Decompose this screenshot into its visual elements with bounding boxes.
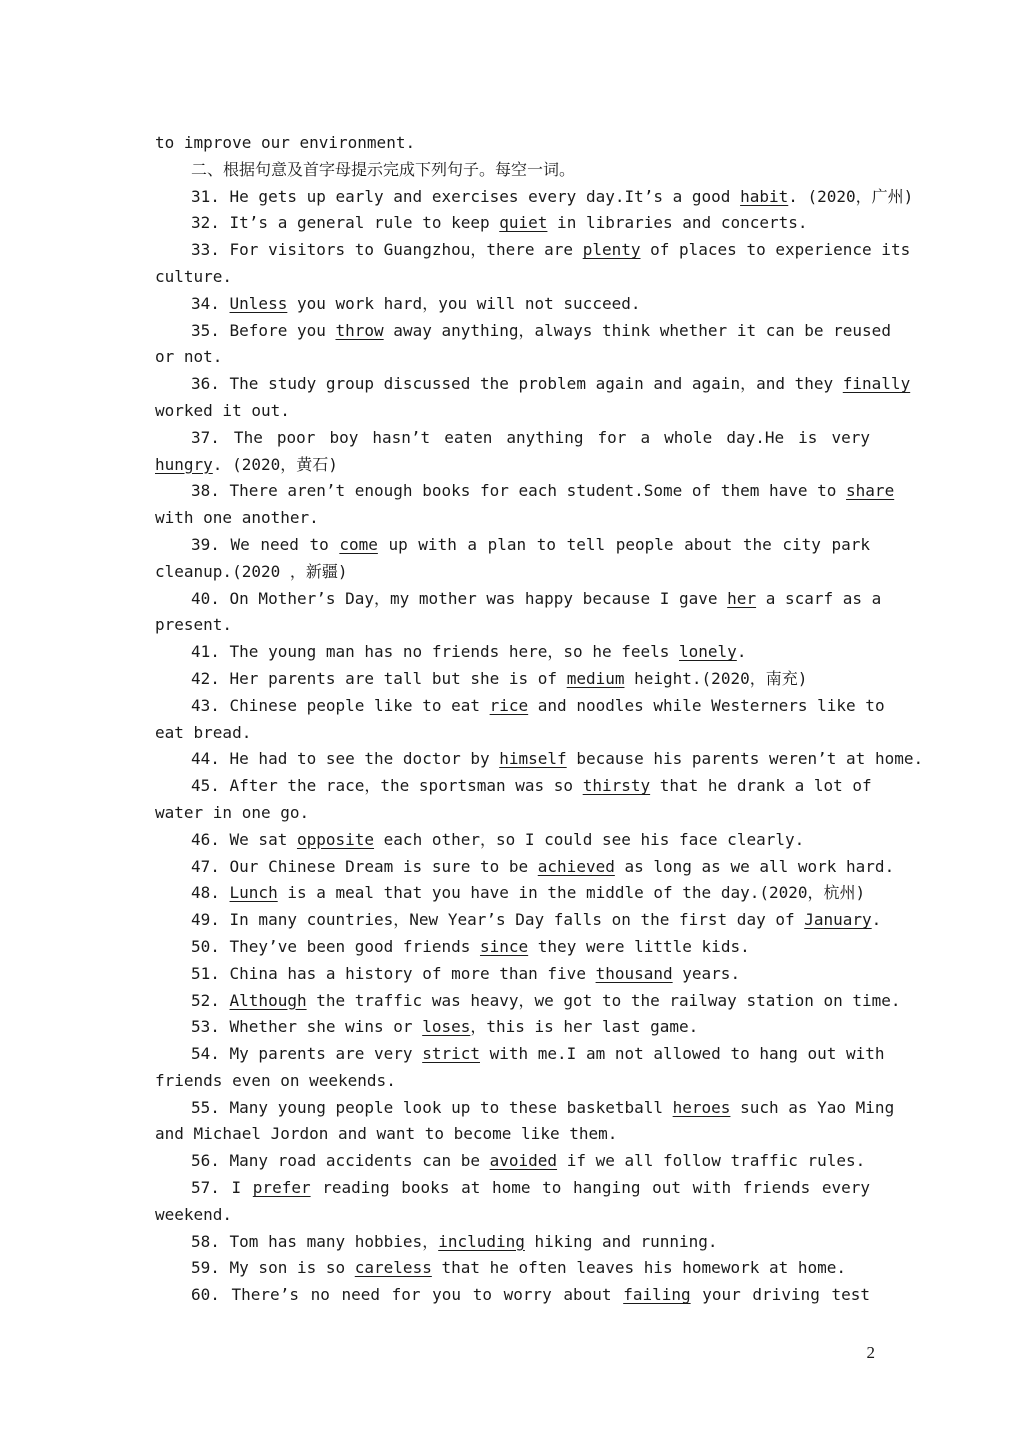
text-line bbox=[155, 291, 870, 318]
answer-word: since bbox=[479, 936, 529, 956]
line-text: 56. Many road accidents can be bbox=[191, 1151, 490, 1171]
line-text: 36. The study group discussed the problem again and again，and they bbox=[191, 374, 843, 394]
text-line bbox=[155, 1068, 870, 1095]
line-text: hiking and running. bbox=[524, 1231, 718, 1251]
line-text: 33. For visitors to Guangzhou，there are bbox=[191, 240, 583, 260]
text-line bbox=[155, 586, 882, 613]
answer-word: prefer bbox=[252, 1178, 311, 1198]
answer-word: failing bbox=[623, 1285, 691, 1305]
line-text: the traffic was heavy，we got to the railway station on time. bbox=[306, 990, 901, 1010]
line-text: . bbox=[871, 910, 882, 930]
text-line bbox=[155, 478, 895, 505]
line-text: with me.I am not allowed to hang out with bbox=[479, 1044, 885, 1064]
line-text: because his parents weren’t at home. bbox=[566, 749, 924, 769]
text-line bbox=[155, 344, 870, 371]
line-text: they were little kids. bbox=[528, 936, 750, 956]
text-line bbox=[155, 961, 870, 988]
line-text: 43. Chinese people like to eat bbox=[191, 695, 490, 715]
line-text: 35. Before you bbox=[191, 320, 336, 340]
answer-word: including bbox=[438, 1231, 525, 1251]
text-line bbox=[155, 773, 870, 800]
line-text: height.(2020，南充) bbox=[624, 668, 808, 688]
line-text: . bbox=[736, 642, 747, 662]
text-line bbox=[155, 800, 870, 827]
line-text: 46. We sat bbox=[191, 829, 297, 849]
line-text: years. bbox=[672, 963, 741, 983]
line-text: you work hard，you will not succeed. bbox=[287, 293, 641, 313]
line-text: . (2020，广州) bbox=[788, 186, 914, 206]
text-line bbox=[155, 934, 870, 961]
line-text: . (2020，黄石) bbox=[212, 454, 338, 474]
answer-word: finally bbox=[842, 374, 911, 394]
line-text: 49. In many countries，New Year’s Day falls on the first day of bbox=[191, 910, 805, 930]
text-line bbox=[155, 666, 870, 693]
answer-word: achieved bbox=[537, 856, 615, 876]
text-line bbox=[155, 612, 870, 639]
line-text: 53. Whether she wins or bbox=[191, 1017, 423, 1037]
answer-word: medium bbox=[566, 668, 625, 688]
line-text: 55. Many young people look up to these basketball bbox=[191, 1097, 673, 1117]
answer-word: Unless bbox=[229, 293, 288, 313]
answer-word: January bbox=[804, 910, 872, 930]
line-text: ，this is her last game. bbox=[470, 1017, 699, 1037]
line-text: each other，so I could see his face clearly. bbox=[374, 829, 805, 849]
line-text: water in one go. bbox=[155, 802, 310, 822]
line-text: 37. The poor boy hasn’t eaten anything for a whole day.He is very bbox=[191, 427, 870, 447]
text-line bbox=[155, 532, 870, 559]
line-text: 41. The young man has no friends here，so he feels bbox=[191, 642, 680, 662]
line-text: worked it out. bbox=[155, 400, 290, 420]
line-text: reading books at home to hanging out with friends every bbox=[310, 1178, 871, 1198]
answer-word: opposite bbox=[296, 829, 375, 849]
answer-word: himself bbox=[499, 749, 567, 769]
text-line bbox=[155, 184, 914, 211]
answer-word: thousand bbox=[595, 963, 673, 983]
line-text: a scarf as a bbox=[756, 588, 882, 608]
text-line bbox=[155, 1282, 870, 1309]
text-line bbox=[155, 237, 911, 264]
line-text: 59. My son is so bbox=[191, 1258, 355, 1278]
text-line bbox=[155, 157, 870, 184]
answer-word: avoided bbox=[489, 1151, 558, 1171]
line-text: is a meal that you have in the middle of the day.(2020，杭州) bbox=[277, 883, 866, 903]
answer-word: careless bbox=[354, 1258, 432, 1278]
line-text: 40. On Mother’s Day，my mother was happy because I gave bbox=[191, 588, 728, 608]
text-line bbox=[155, 371, 911, 398]
answer-word: Lunch bbox=[229, 883, 278, 903]
text-line bbox=[155, 130, 870, 157]
line-text: that he often leaves his homework at home. bbox=[431, 1258, 847, 1278]
text-line bbox=[155, 1014, 870, 1041]
text-line bbox=[155, 880, 870, 907]
text-line bbox=[155, 1202, 870, 1229]
answer-word: rice bbox=[489, 695, 529, 715]
line-text: 58. Tom has many hobbies， bbox=[191, 1231, 439, 1251]
line-text: 38. There aren’t enough books for each student.Some of them have to bbox=[191, 481, 847, 501]
answer-word: plenty bbox=[582, 240, 641, 260]
line-text: 54. My parents are very bbox=[191, 1044, 423, 1064]
line-text: 47. Our Chinese Dream is sure to be bbox=[191, 856, 538, 876]
text-line bbox=[155, 639, 870, 666]
line-text: 50. They’ve been good friends bbox=[191, 936, 480, 956]
answer-word: Although bbox=[229, 990, 307, 1010]
text-line bbox=[155, 1121, 870, 1148]
text-line bbox=[155, 398, 870, 425]
text-line bbox=[155, 1229, 870, 1256]
line-text: friends even on weekends. bbox=[155, 1070, 396, 1090]
text-line bbox=[155, 827, 870, 854]
text-line bbox=[155, 1095, 895, 1122]
text-line bbox=[155, 264, 870, 291]
text-line bbox=[155, 1148, 870, 1175]
line-text: 52. bbox=[191, 990, 230, 1010]
answer-word: come bbox=[339, 534, 378, 554]
line-text: if we all follow traffic rules. bbox=[557, 1151, 866, 1171]
line-text: your driving test bbox=[690, 1285, 871, 1305]
answer-word: lonely bbox=[679, 642, 737, 662]
answer-word: share bbox=[846, 481, 895, 501]
text-line bbox=[155, 988, 901, 1015]
line-text: 31. He gets up early and exercises every day.It’s a good bbox=[191, 186, 741, 206]
line-text: 44. He had to see the doctor by bbox=[191, 749, 500, 769]
answer-word: loses bbox=[422, 1017, 471, 1037]
text-line bbox=[155, 854, 895, 881]
text-line bbox=[155, 425, 870, 452]
line-text: and noodles while Westerners like to bbox=[528, 695, 885, 715]
text-line bbox=[155, 746, 924, 773]
line-text: weekend. bbox=[155, 1204, 233, 1224]
line-text: or not. bbox=[155, 347, 223, 367]
answer-word: quiet bbox=[499, 213, 548, 233]
line-text: and Michael Jordon and want to become like them. bbox=[155, 1124, 618, 1144]
line-text: with one another. bbox=[155, 508, 319, 528]
page-number: 2 bbox=[866, 1343, 875, 1362]
line-text: culture. bbox=[155, 266, 233, 286]
text-line bbox=[155, 907, 882, 934]
line-text: eat bread. bbox=[155, 722, 252, 742]
line-text: up with a plan to tell people about the city park bbox=[377, 534, 871, 554]
line-text: 32. It’s a general rule to keep bbox=[191, 213, 500, 233]
line-text: 二、根据句意及首字母提示完成下列句子。每空一词。 bbox=[191, 159, 576, 179]
line-text: of places to experience its bbox=[640, 240, 911, 260]
answer-word: hungry bbox=[155, 454, 213, 474]
text-line bbox=[155, 505, 870, 532]
text-line bbox=[155, 1041, 885, 1068]
text-line bbox=[155, 318, 891, 345]
line-text: 48. bbox=[191, 883, 230, 903]
answer-word: heroes bbox=[672, 1097, 731, 1117]
line-text: 42. Her parents are tall but she is of bbox=[191, 668, 567, 688]
text-line bbox=[155, 1175, 870, 1202]
line-text: in libraries and concerts. bbox=[547, 213, 808, 233]
line-text: that he drank a lot of bbox=[650, 776, 872, 796]
text-line bbox=[155, 452, 870, 479]
exercise-text bbox=[155, 130, 924, 1309]
line-text: 57. I bbox=[191, 1178, 253, 1198]
text-line bbox=[155, 693, 885, 720]
answer-word: her bbox=[727, 588, 757, 608]
line-text: 39. We need to bbox=[191, 534, 340, 554]
line-text: cleanup.(2020 ，新疆) bbox=[155, 561, 348, 581]
text-line bbox=[155, 559, 870, 586]
line-text: 34. bbox=[191, 293, 230, 313]
text-line bbox=[155, 720, 870, 747]
line-text: as long as we all work hard. bbox=[614, 856, 895, 876]
answer-word: habit bbox=[740, 186, 789, 206]
text-line bbox=[155, 210, 870, 237]
line-text: away anything，always think whether it can be reused bbox=[383, 320, 891, 340]
line-text: to improve our environment. bbox=[155, 133, 416, 152]
line-text: 45. After the race，the sportsman was so bbox=[191, 776, 583, 796]
text-line bbox=[155, 1255, 870, 1282]
line-text: such as Yao Ming bbox=[730, 1097, 895, 1117]
line-text: 60. There’s no need for you to worry about bbox=[191, 1285, 624, 1305]
line-text: present. bbox=[155, 615, 233, 635]
answer-word: strict bbox=[422, 1044, 480, 1064]
answer-word: throw bbox=[335, 320, 384, 340]
answer-word: thirsty bbox=[582, 776, 651, 796]
line-text: 51. China has a history of more than five bbox=[191, 963, 596, 983]
